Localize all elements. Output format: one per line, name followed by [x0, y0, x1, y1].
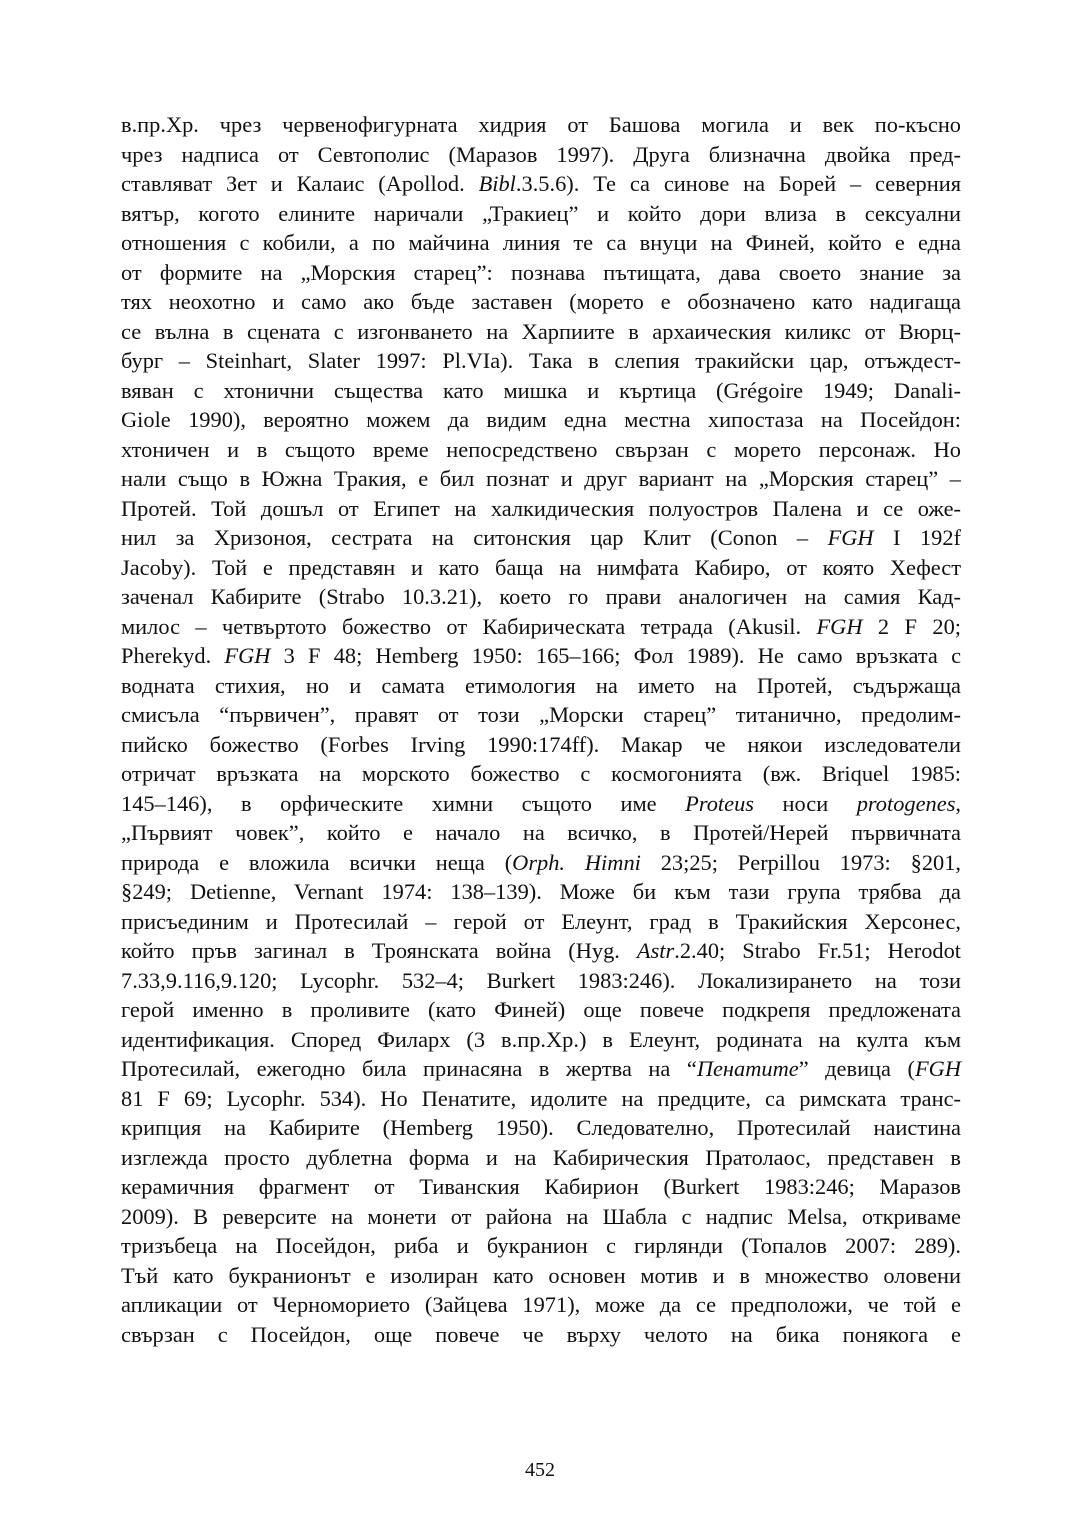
text-span: присъединим и Протесилай – герой от Елеунт, град в Тракийския Херсонес, [121, 908, 961, 934]
text-line [121, 1320, 961, 1350]
text-line [121, 464, 961, 494]
text-span: Протесилай, ежегодно била принасяна в жертва на “ [121, 1056, 697, 1081]
text-line [121, 169, 961, 199]
text-span: I 192f [873, 525, 961, 550]
text-line [121, 848, 961, 878]
text-span: 23;25; Perpillou 1973: §201, [640, 849, 962, 875]
text-span: 2 F 20; [862, 613, 961, 639]
text-span: тризъбеца на Посейдон, риба и букранион с гирлянди (Топалов 2007: 289). [121, 1233, 961, 1258]
text-span: милос – четвъртото божество от Кабирическата тетрада (Akusil. [121, 613, 817, 639]
text-line [121, 1231, 961, 1261]
text-span: който пръв загинал в Троянската война (Hyg. [121, 938, 637, 963]
text-span: Jacoby). Той е представян и като баща на нимфата Кабиро, от която Хефест [121, 554, 961, 580]
italic-span: FGH [224, 643, 271, 668]
text-line [121, 1143, 961, 1173]
text-span: апликации от Черноморието (Зайцева 1971), може да се предположи, че той е [121, 1292, 961, 1317]
text-line [121, 1172, 961, 1202]
text-span: носи [753, 790, 857, 816]
italic-span: FGH [914, 1056, 961, 1081]
text-span: вяван с хтонични същества като мишка и къртица (Grégoire 1949; Danali- [121, 377, 961, 403]
text-line [121, 1113, 961, 1143]
text-span: вятър, когото елините наричали „Тракиец” и който дори влиза в сексуални [121, 200, 961, 226]
text-line [121, 228, 961, 258]
text-line [121, 287, 961, 317]
text-span: Giole 1990), вероятно можем да видим една местна хипостаза на Посейдон: [121, 407, 961, 432]
text-span: се вълна в сцената с изгонването на Харпиите в архаическия киликс от Вюрц- [121, 318, 961, 344]
text-line [121, 317, 961, 347]
text-line [121, 789, 961, 819]
text-span: изглежда просто дублетна форма и на Кабирическия Пратолаос, представен в [121, 1144, 961, 1170]
italic-span: Proteus [685, 790, 754, 816]
text-span: Pherekyd. [121, 643, 225, 668]
italic-span: FGH [816, 613, 863, 639]
text-span: §249; Detienne, Vernant 1974: 138–139). Може би към тази група трябва да [121, 879, 961, 904]
text-line [121, 1290, 961, 1320]
italic-span: Orph. Himni [512, 849, 641, 875]
text-line [121, 936, 961, 966]
text-span: хтоничен и в същото време непосредствено свързан с морето персонаж. Но [121, 436, 961, 462]
text-span: керамичния фрагмент от Тиванския Кабирион (Burkert 1983:246; Маразов [121, 1174, 961, 1199]
text-span: 81 F 69; Lycophr. 534). Но Пенатите, идолите на предците, са римската транс- [121, 1085, 961, 1111]
text-span: крипция на Кабирите (Hemberg 1950). Следователно, Протесилай наистина [121, 1115, 961, 1140]
text-line [121, 759, 961, 789]
text-span: отношения с кобили, а по майчина линия те са внуци на Финей, който е една [121, 230, 961, 255]
text-line [121, 140, 961, 170]
text-span: в.пр.Хр. чрез червенофигурната хидрия от Башова могила и век по-късно [121, 112, 961, 137]
text-span: идентификация. Според Филарх (3 в.пр.Хр.) в Елеунт, родината на култа към [121, 1026, 961, 1052]
text-line [121, 877, 961, 907]
text-line [121, 1025, 961, 1055]
text-span: 145–146), в орфическите химни същото име [121, 790, 686, 816]
body-text [121, 110, 961, 1349]
text-line [121, 376, 961, 406]
text-line [121, 110, 961, 140]
text-line [121, 1202, 961, 1232]
italic-span: Bibl [478, 171, 516, 196]
text-span: Протей. Той дошъл от Египет на халкидическия полуостров Палена и се оже- [121, 495, 961, 521]
text-span: водната стихия, но и самата етимология на името на Протей, съдържаща [121, 672, 961, 698]
text-span: 2009). В реверсите на монети от района на Шабла с надпис Melsa, откриваме [121, 1203, 961, 1229]
text-span: заченал Кабирите (Strabo 10.3.21), което го прави аналогичен на самия Кад- [121, 584, 961, 609]
text-line [121, 966, 961, 996]
text-line [121, 405, 961, 435]
text-line [121, 671, 961, 701]
text-line [121, 435, 961, 465]
text-line [121, 818, 961, 848]
text-line [121, 1261, 961, 1291]
italic-span: protogenes [856, 790, 956, 816]
text-span: нил за Хризоноя, сестрата на ситонския цар Клит (Conon – [121, 525, 828, 550]
text-span: отричат връзката на морското божество с космогонията (вж. Briquel 1985: [121, 761, 961, 786]
text-line [121, 582, 961, 612]
text-span: Тъй като букранионът е изолиран като основен мотив и в множество оловени [121, 1262, 961, 1288]
italic-span: Пенатите [696, 1056, 799, 1081]
text-span: нали също в Южна Тракия, е бил познат и друг вариант на „Морския старец” – [121, 466, 961, 491]
text-line [121, 1054, 961, 1084]
text-span: , [955, 790, 962, 816]
text-line [121, 494, 961, 524]
text-line [121, 700, 961, 730]
text-line [121, 553, 961, 583]
text-line [121, 1084, 961, 1114]
text-line [121, 346, 961, 376]
text-line [121, 199, 961, 229]
text-line [121, 641, 961, 671]
text-span: чрез надписа от Севтополис (Маразов 1997). Друга близначна двойка пред- [121, 141, 961, 167]
text-span: .3.5.6). Те са синове на Борей – северния [515, 171, 961, 196]
text-line [121, 995, 961, 1025]
text-span: ставляват Зет и Калаис (Apollod. [121, 171, 479, 196]
text-line [121, 523, 961, 553]
page-number: 452 [525, 1459, 555, 1481]
text-span: герой именно в проливите (като Финей) още повече подкрепя предложената [121, 997, 961, 1022]
text-line [121, 730, 961, 760]
text-line [121, 612, 961, 642]
text-line [121, 907, 961, 937]
text-span: 3 F 48; Hemberg 1950: 165–166; Фол 1989). Не само връзката с [270, 643, 962, 668]
text-span: смисъла “първичен”, правят от този „Морски старец” титанично, предолим- [121, 702, 961, 727]
text-line [121, 258, 961, 288]
text-span: пийско божество (Forbes Irving 1990:174ff). Макар че някои изследователи [121, 731, 961, 757]
italic-span: FGH [827, 525, 874, 550]
text-span: 7.33,9.116,9.120; Lycophr. 532–4; Burkert 1983:246). Локализирането на този [121, 967, 961, 993]
text-span: от формите на „Морския старец”: познава пътищата, дава своето знание за [121, 259, 961, 285]
text-span: „Първият човек”, който е начало на всичко, в Протей/Нерей първичната [121, 820, 961, 845]
text-span: бург – Steinhart, Slater 1997: Pl.VIa). Така в слепия тракийски цар, отъждест- [121, 348, 961, 373]
text-span: свързан с Посейдон, още повече че върху челото на бика понякога е [121, 1321, 961, 1347]
text-span: тях неохотно и само ако бъде заставен (морето е обозначено като надигаща [121, 289, 961, 314]
text-span: .2.40; Strabo Fr.51; Herodot [674, 938, 961, 963]
text-span: природа е вложила всички неща ( [121, 849, 513, 875]
text-span: ” девица ( [798, 1056, 915, 1081]
italic-span: Astr [636, 938, 675, 963]
